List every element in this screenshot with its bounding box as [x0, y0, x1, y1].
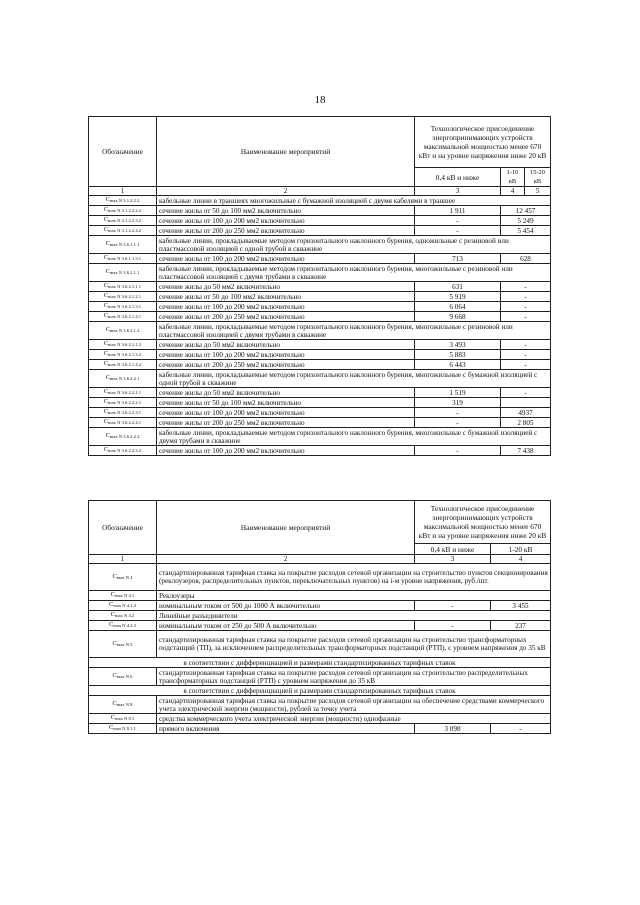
designation-header: Обозначение: [89, 501, 157, 555]
row-note: в соответствии с дифференциацией и размерами стандартизированных тарифных ставок: [89, 686, 551, 696]
value-high-voltage-cell: 2 805: [501, 418, 551, 428]
value-04kv-cell: 713: [415, 254, 501, 264]
designation-subscript: max N 4.2.3: [113, 623, 136, 628]
designation-subscript: max N 4: [116, 574, 133, 580]
designation-subscript: max N 8.1: [114, 716, 135, 721]
measure-name-cell: стандартизированная тарифная ставка на покрытие расходов сетевой организации на обеспечение средствами коммерческого учета электрической энергии (мощности), рублей за точку учета: [157, 696, 551, 714]
table-row: [89, 696, 551, 714]
column-number-4: 4: [501, 187, 525, 196]
value-high-voltage-cell: [501, 398, 551, 408]
designation-subscript: max N 3.1.2.2.3.2: [108, 218, 142, 223]
measure-name-cell: сечение жилы до 50 мм2 включительно: [157, 388, 415, 398]
value-04kv-cell: -: [415, 418, 501, 428]
name-header: Наименование мероприятий: [157, 117, 415, 187]
table-row: [89, 196, 551, 206]
designation-letter: С: [109, 601, 114, 608]
designation-subscript: max N 3.6.2.2.3.1: [108, 410, 142, 415]
designation-subscript: max N 3.6.2.2.2.1: [108, 400, 142, 405]
measure-name-cell: кабельные линии, прокладываемые методом горизонтального наклонного бурения, многожильные с бумажной изоляцией с двумя трубами в скважине: [157, 428, 551, 446]
designation-cell: [89, 408, 157, 418]
designation-cell: [89, 446, 157, 456]
measure-name-cell: кабельные линии, прокладываемые методом горизонтального наклонного бурения, многожильные с резиновой или пластмассовой изоляцией с двумя трубами в скважине: [157, 322, 551, 340]
designation-cell: [89, 621, 157, 631]
designation-subscript: max N 4.2: [114, 613, 135, 618]
designation-subscript: max N 3.6.2.1.3.2: [108, 352, 142, 357]
value-04kv-cell: 9 668: [415, 312, 501, 322]
designation-cell: [89, 350, 157, 360]
designation-cell: [89, 312, 157, 322]
table-row: [89, 236, 551, 254]
table-row: [89, 254, 551, 264]
measure-name-cell: номинальным током от 500 до 1000 А включительно: [157, 601, 415, 611]
name-header: Наименование мероприятий: [157, 501, 415, 555]
measure-name-cell: сечение жилы от 50 до 100 мм2 включительно: [157, 292, 415, 302]
measure-name-cell: сечение жилы от 100 до 200 мм2 включительно: [157, 254, 415, 264]
voltage-1-20-header: 1-20 кВ: [491, 544, 551, 555]
tech-connection-header: Технологическое присоединение энергопринимающих устройств максимальной мощностью менее 670 кВт и на уровне напряжения ниже 20 кВ: [415, 501, 551, 544]
table-row: [89, 264, 551, 282]
designation-subscript: max N 3.6.2.1.4.1: [108, 314, 142, 319]
designation-cell: [89, 322, 157, 340]
measure-name-cell: стандартизированная тарифная ставка на покрытие расходов сетевой организации на строительство пунктов секционирования (реклоузеров, распределительных пунктов, переключательных пунктов) на i-м уровне напряжения, руб./шт.: [157, 564, 551, 591]
measure-name-cell: сечение жилы от 50 до 100 мм2 включительно: [157, 398, 415, 408]
value-04kv-cell: -: [415, 601, 491, 611]
value-04kv-cell: 6 443: [415, 360, 501, 370]
tariff-table-1: [88, 116, 551, 456]
designation-letter: С: [103, 350, 109, 357]
designation-letter: С: [105, 326, 110, 333]
designation-letter: С: [112, 639, 117, 647]
table-row: [89, 428, 551, 446]
measure-name-cell: сечение жилы от 50 до 100 мм2 включительно: [157, 206, 415, 216]
designation-letter: С: [105, 374, 110, 381]
designation-subscript: max N 6: [116, 674, 133, 679]
value-high-voltage-cell: 12 457: [501, 206, 551, 216]
designation-cell: [89, 696, 157, 714]
value-high-voltage-cell: 237: [491, 621, 551, 631]
designation-cell: [89, 418, 157, 428]
designation-letter: С: [103, 446, 109, 453]
table-row: [89, 340, 551, 350]
designation-letter: С: [105, 432, 110, 439]
designation-subscript: max N 3.6.2.1.2.1: [108, 294, 142, 299]
measure-name-cell: Линейные разъединители: [157, 611, 551, 621]
designation-subscript: max N 3.6.1.1.3.1: [108, 256, 142, 261]
designation-letter: С: [105, 240, 110, 247]
measure-name-cell: сечение жилы до 50 мм2 включительно: [157, 340, 415, 350]
designation-letter: С: [105, 196, 110, 203]
table-row: [89, 611, 551, 621]
table-row: [89, 408, 551, 418]
measure-name-cell: сечение жилы от 200 до 250 мм2 включительно: [157, 360, 415, 370]
column-number-3: 3: [415, 555, 491, 564]
table-row: [89, 686, 551, 696]
header-row: [89, 117, 551, 168]
column-number-4: 4: [491, 555, 551, 564]
designation-cell: [89, 254, 157, 264]
value-high-voltage-cell: 5 454: [501, 226, 551, 236]
designation-letter: С: [103, 360, 109, 367]
value-high-voltage-cell: -: [501, 302, 551, 312]
designation-cell: [89, 206, 157, 216]
measure-name-cell: кабельные линии, прокладываемые методом горизонтального наклонного бурения, одножильные с резиновой или пластмассовой изоляцией с одной трубой в скважине: [157, 236, 551, 254]
value-04kv-cell: 5 883: [415, 350, 501, 360]
column-number-row: [89, 555, 551, 564]
designation-letter: С: [109, 621, 114, 628]
table-row: [89, 388, 551, 398]
table-row: [89, 668, 551, 686]
value-high-voltage-cell: -: [501, 350, 551, 360]
designation-subscript: max N 3.6.2.2.2: [109, 434, 140, 439]
designation-letter: С: [103, 282, 109, 289]
column-number-row: [89, 187, 551, 196]
designation-subscript: max N 4.1.4: [113, 603, 136, 608]
designation-letter: С: [112, 572, 117, 580]
measure-name-cell: кабельные линии в траншеях многожильные с бумажной изоляцией с двумя кабелями в траншее: [157, 196, 551, 206]
designation-cell: [89, 388, 157, 398]
table-row: [89, 302, 551, 312]
designation-subscript: max N 3.6.2.1.1: [109, 270, 140, 275]
designation-subscript: max N 3.6.2.2.1.1: [108, 390, 142, 395]
designation-letter: С: [103, 292, 109, 299]
designation-cell: [89, 631, 157, 658]
value-high-voltage-cell: -: [501, 292, 551, 302]
value-04kv-cell: 3 098: [415, 724, 491, 734]
designation-header: Обозначение: [89, 117, 157, 187]
measure-name-cell: сечение жилы от 100 до 200 мм2 включительно: [157, 408, 415, 418]
designation-cell: [89, 398, 157, 408]
designation-subscript: max N 3.6.2.2.4.1: [108, 420, 142, 425]
designation-subscript: max N 3.6.2.1.1.2: [108, 342, 142, 347]
designation-cell: [89, 611, 157, 621]
measure-name-cell: сечение жилы до 50 мм2 включительно: [157, 282, 415, 292]
table-row: [89, 360, 551, 370]
table-row: [89, 714, 551, 724]
value-high-voltage-cell: -: [501, 388, 551, 398]
designation-letter: С: [103, 302, 109, 309]
voltage-04-header: 0,4 кВ и ниже: [415, 168, 501, 187]
designation-letter: С: [103, 418, 109, 425]
designation-cell: [89, 196, 157, 206]
column-number-3: 3: [415, 187, 501, 196]
designation-letter: С: [103, 206, 109, 213]
designation-subscript: max N 8.1.1: [113, 726, 136, 731]
measure-name-cell: Реклоузеры: [157, 591, 551, 601]
value-high-voltage-cell: 7 438: [501, 446, 551, 456]
value-04kv-cell: 6 064: [415, 302, 501, 312]
voltage-04-header: 0,4 кВ и ниже: [415, 544, 491, 555]
designation-letter: С: [109, 724, 114, 731]
measure-name-cell: средства коммерческого учета электрической энергии (мощности) однофазные: [157, 714, 551, 724]
value-high-voltage-cell: -: [501, 282, 551, 292]
designation-letter: С: [103, 226, 109, 233]
designation-subscript: max N 3.6.2.2.1: [109, 376, 140, 381]
value-04kv-cell: 3 493: [415, 340, 501, 350]
designation-cell: [89, 668, 157, 686]
designation-letter: С: [110, 611, 115, 618]
measure-name-cell: сечение жилы от 200 до 250 мм2 включительно: [157, 226, 415, 236]
value-04kv-cell: -: [415, 216, 501, 226]
tech-connection-header: Технологическое присоединение энергопринимающих устройств максимальной мощностью менее 670 кВт и на уровне напряжения ниже 20 кВ: [415, 117, 551, 168]
row-note: в соответствии с дифференциацией и размерами стандартизированных тарифных ставок: [89, 658, 551, 668]
value-high-voltage-cell: -: [491, 724, 551, 734]
designation-subscript: max N 3.6.1.1.1: [109, 242, 140, 247]
designation-cell: [89, 591, 157, 601]
value-high-voltage-cell: 4937: [501, 408, 551, 418]
table-row: [89, 398, 551, 408]
value-high-voltage-cell: -: [501, 312, 551, 322]
voltage-1-10-header: 1-10 кВ: [501, 168, 525, 187]
designation-cell: [89, 216, 157, 226]
designation-subscript: max N 3.6.2.1.1.1: [108, 284, 142, 289]
table-row: [89, 370, 551, 388]
table-row: [89, 591, 551, 601]
table-row: [89, 226, 551, 236]
designation-cell: [89, 370, 157, 388]
measure-name-cell: сечение жилы от 100 до 200 мм2 включительно: [157, 350, 415, 360]
voltage-15-20-header: 15-20 кВ: [525, 168, 551, 187]
designation-subscript: max N 3.6.2.1.3.1: [108, 304, 142, 309]
designation-subscript: max N 5: [116, 641, 133, 647]
measure-name-cell: кабельные линии, прокладываемые методом горизонтального наклонного бурения, многожильные с бумажной изоляцией с одной трубой в скважине: [157, 370, 551, 388]
designation-cell: [89, 292, 157, 302]
designation-letter: С: [103, 408, 109, 415]
designation-cell: [89, 226, 157, 236]
table-row: [89, 282, 551, 292]
designation-letter: С: [103, 312, 109, 319]
value-high-voltage-cell: 3 455: [491, 601, 551, 611]
designation-cell: [89, 302, 157, 312]
value-high-voltage-cell: 5 249: [501, 216, 551, 226]
designation-cell: [89, 601, 157, 611]
designation-subscript: max N 3.6.2.1.2: [109, 328, 140, 333]
table-row: [89, 724, 551, 734]
value-04kv-cell: 631: [415, 282, 501, 292]
column-number-2: 2: [157, 555, 415, 564]
designation-cell: [89, 236, 157, 254]
table-row: [89, 216, 551, 226]
designation-subscript: max N 3.1.2.2.2.2: [108, 208, 142, 213]
table-row: [89, 601, 551, 611]
designation-cell: [89, 564, 157, 591]
measure-name-cell: сечение жилы от 200 до 250 мм2 включительно: [157, 418, 415, 428]
column-number-1: 1: [89, 187, 157, 196]
designation-subscript: max N 3.6.2.1.4.2: [108, 362, 142, 367]
table-row: [89, 658, 551, 668]
designation-letter: С: [112, 672, 117, 679]
designation-letter: С: [103, 254, 109, 261]
value-04kv-cell: 319: [415, 398, 501, 408]
table-row: [89, 292, 551, 302]
table-row: [89, 446, 551, 456]
table-row: [89, 322, 551, 340]
designation-letter: С: [103, 398, 109, 405]
table-row: [89, 564, 551, 591]
measure-name-cell: кабельные линии, прокладываемые методом горизонтального наклонного бурения, многожильные с резиновой или пластмассовой изоляцией с двумя трубами в скважине: [157, 264, 551, 282]
designation-subscript: max N 8: [116, 702, 133, 707]
measure-name-cell: сечение жилы от 100 до 200 мм2 включительно: [157, 302, 415, 312]
designation-letter: С: [105, 268, 110, 275]
table-row: [89, 631, 551, 658]
designation-letter: С: [112, 700, 117, 707]
measure-name-cell: сечение жилы от 100 до 200 мм2 включительно: [157, 446, 415, 456]
column-number-5: 5: [525, 187, 551, 196]
designation-cell: [89, 724, 157, 734]
designation-letter: С: [103, 388, 109, 395]
designation-subscript: max N 3.1.2.2.4.2: [108, 228, 142, 233]
page-number: 18: [314, 94, 326, 106]
column-number-1: 1: [89, 555, 157, 564]
value-04kv-cell: 1 519: [415, 388, 501, 398]
tariff-table-2-body: [89, 501, 551, 734]
value-high-voltage-cell: 628: [501, 254, 551, 264]
designation-subscript: max N 3.1.2.2.2: [109, 198, 140, 203]
designation-letter: С: [103, 340, 109, 347]
designation-cell: [89, 264, 157, 282]
designation-subscript: max N 3.6.2.2.3.2: [108, 448, 142, 453]
measure-name-cell: стандартизированная тарифная ставка на покрытие расходов сетевой организации на строительство распределительных трансформаторных подстанций (РТП) с уровнем напряжения до 35 кВ: [157, 668, 551, 686]
designation-letter: С: [110, 591, 115, 598]
measure-name-cell: прямого включения: [157, 724, 415, 734]
table-row: [89, 206, 551, 216]
measure-name-cell: номинальным током от 250 до 500 А включительно: [157, 621, 415, 631]
value-04kv-cell: 5 919: [415, 292, 501, 302]
table-row: [89, 621, 551, 631]
measure-name-cell: стандартизированная тарифная ставка на покрытие расходов сетевой организации на строительство трансформаторных подстанций (ТП), за исключением распределительных трансформаторных подстанций (РТП), с уровнем напряжения до 35 кВ: [157, 631, 551, 658]
table-row: [89, 312, 551, 322]
value-04kv-cell: -: [415, 226, 501, 236]
value-high-voltage-cell: -: [501, 360, 551, 370]
value-04kv-cell: -: [415, 446, 501, 456]
measure-name-cell: сечение жилы от 200 до 250 мм2 включительно: [157, 312, 415, 322]
designation-letter: С: [103, 216, 109, 223]
table-row: [89, 418, 551, 428]
tariff-table-1-body: [89, 117, 551, 456]
designation-cell: [89, 340, 157, 350]
value-04kv-cell: -: [415, 408, 501, 418]
column-number-2: 2: [157, 187, 415, 196]
table-row: [89, 350, 551, 360]
measure-name-cell: сечение жилы от 100 до 200 мм2 включительно: [157, 216, 415, 226]
tariff-table-2: [88, 500, 551, 734]
designation-letter: С: [110, 714, 115, 721]
designation-cell: [89, 714, 157, 724]
designation-cell: [89, 428, 157, 446]
designation-cell: [89, 282, 157, 292]
designation-subscript: max N 4.1: [114, 593, 135, 598]
header-row: [89, 501, 551, 544]
value-04kv-cell: 1 911: [415, 206, 501, 216]
value-high-voltage-cell: -: [501, 340, 551, 350]
designation-cell: [89, 360, 157, 370]
value-04kv-cell: -: [415, 621, 491, 631]
